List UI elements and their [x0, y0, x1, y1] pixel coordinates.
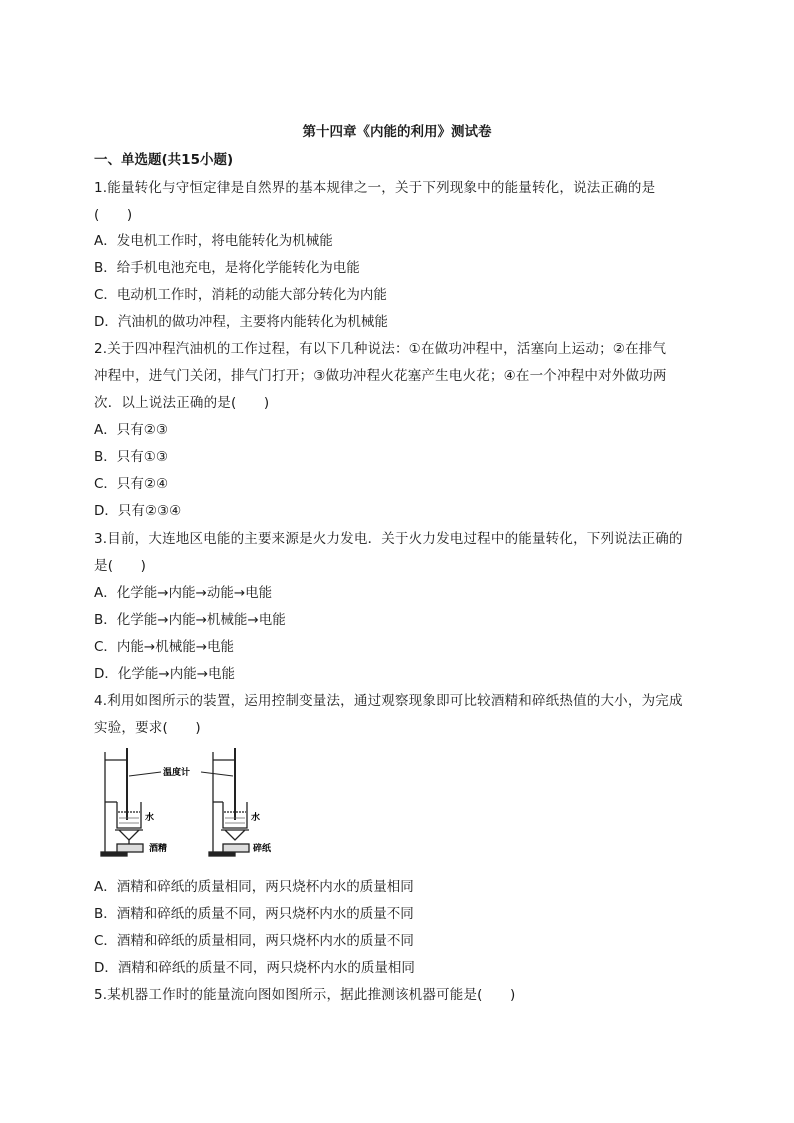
- question-4-option-c: C．酒精和碎纸的质量相同，两只烧杯内水的质量不同: [94, 933, 414, 949]
- question-2-option-a: A．只有②③: [94, 422, 168, 438]
- question-1-stem: 1.能量转化与守恒定律是自然界的基本规律之一，关于下列现象中的能量转化，说法正确的是: [94, 180, 656, 196]
- question-4-option-b: B．酒精和碎纸的质量不同，两只烧杯内水的质量不同: [94, 906, 414, 922]
- question-1-blank: ( ): [94, 207, 133, 223]
- question-3-stem-line-1: 3.目前，大连地区电能的主要来源是火力发电．关于火力发电过程中的能量转化，下列说法正确的: [94, 531, 683, 547]
- question-3-option-c: C．内能→机械能→电能: [94, 639, 235, 655]
- fuel-label-alcohol: 酒精: [149, 844, 168, 854]
- water-label-right: 水: [251, 813, 261, 823]
- question-4-option-a: A．酒精和碎纸的质量相同，两只烧杯内水的质量相同: [94, 879, 414, 895]
- question-1-option-a: A．发电机工作时，将电能转化为机械能: [94, 233, 333, 249]
- question-3-option-a: A．化学能→内能→动能→电能: [94, 585, 273, 601]
- experiment-apparatus-figure: [97, 740, 283, 864]
- page-title: 第十四章《内能的利用》测试卷: [302, 124, 492, 140]
- section-heading: 一、单选题(共15小题): [94, 152, 234, 168]
- left-burner: [117, 844, 143, 852]
- question-1-option-c: C．电动机工作时，消耗的动能大部分转化为内能: [94, 287, 387, 303]
- left-gauze: [115, 830, 143, 840]
- left-beaker: [117, 802, 141, 828]
- question-2-stem-line-3: 次．以上说法正确的是( ): [94, 395, 270, 411]
- question-2-stem-line-2: 冲程中，进气门关闭，排气门打开；③做功冲程火花塞产生电火花；④在一个冲程中对外做功两: [94, 368, 667, 384]
- question-4-stem-line-1: 4.利用如图所示的装置，运用控制变量法，通过观察现象即可比较酒精和碎纸热值的大小，为完成: [94, 693, 683, 709]
- question-1-option-d: D．汽油机的做功冲程，主要将内能转化为机械能: [94, 314, 388, 330]
- thermometer-label: 温度计: [163, 768, 191, 778]
- question-3-option-b: B．化学能→内能→机械能→电能: [94, 612, 286, 628]
- right-gauze: [221, 830, 249, 840]
- question-2-option-b: B．只有①③: [94, 449, 168, 465]
- question-2-option-d: D．只有②③④: [94, 503, 182, 519]
- question-1-option-b: B．给手机电池充电，是将化学能转化为电能: [94, 260, 360, 276]
- question-5-stem: 5.某机器工作时的能量流向图如图所示，据此推测该机器可能是( ): [94, 987, 516, 1003]
- water-label-left: 水: [145, 813, 155, 823]
- question-2-stem-line-1: 2.关于四冲程汽油机的工作过程，有以下几种说法：①在做功冲程中，活塞向上运动；②在排气: [94, 341, 667, 357]
- question-4-option-d: D．酒精和碎纸的质量不同，两只烧杯内水的质量相同: [94, 960, 415, 976]
- question-3-stem-line-2: 是( ): [94, 558, 147, 574]
- right-dish: [223, 844, 249, 852]
- question-2-option-c: C．只有②④: [94, 476, 169, 492]
- fuel-label-paper: 碎纸: [253, 844, 272, 854]
- question-4-stem-line-2: 实验，要求( ): [94, 720, 201, 736]
- question-3-option-d: D．化学能→内能→电能: [94, 666, 236, 682]
